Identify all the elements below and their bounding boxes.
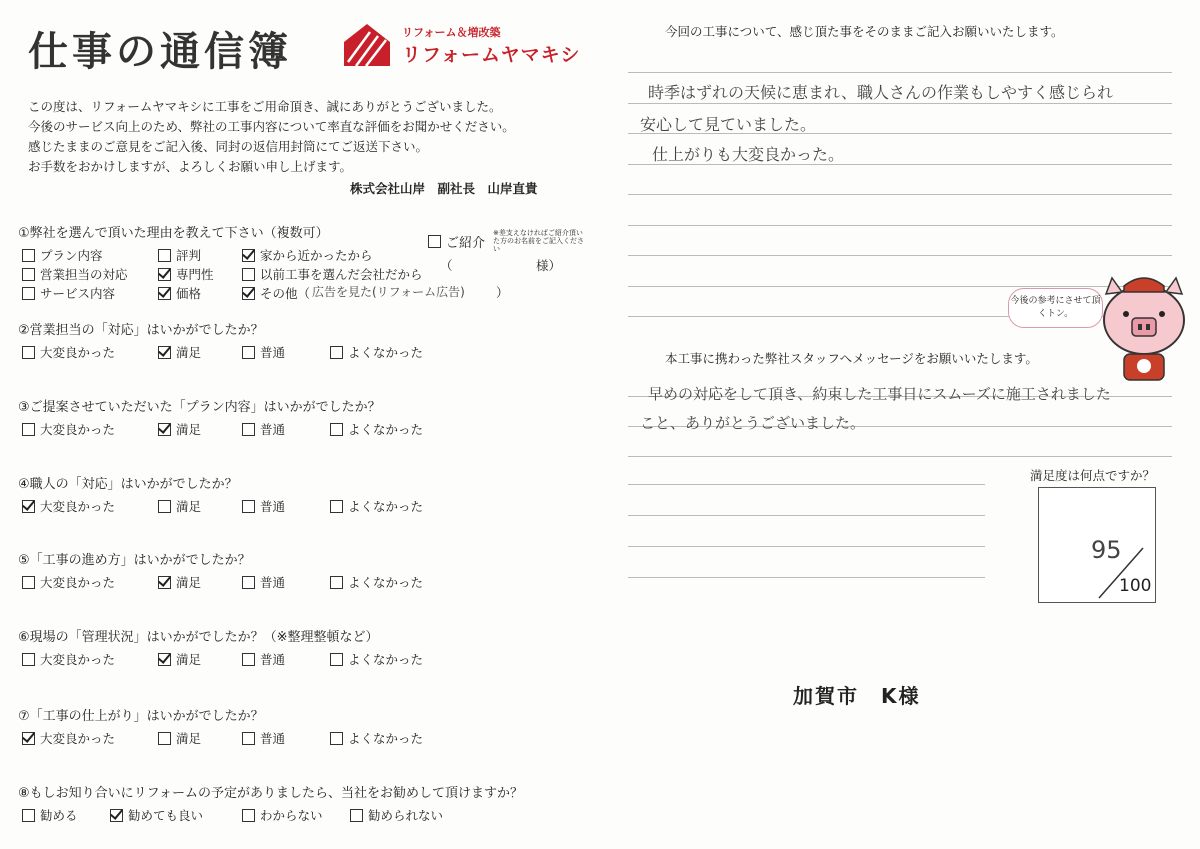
checkbox[interactable] [22, 423, 35, 436]
option-label: プラン内容 [40, 248, 103, 263]
rating-option[interactable] [330, 650, 423, 668]
checkbox[interactable] [158, 423, 171, 436]
rating-question: ④職人の「対応」はいかがでしたか？ [18, 477, 238, 492]
option-label: 満足 [176, 652, 202, 667]
referral-label: ご紹介 [446, 236, 486, 251]
intro-line: 今後のサービス向上のため、弊社の工事内容について率直な評価をお聞かせください。 [28, 119, 515, 134]
rating-option[interactable] [22, 343, 115, 361]
rating-question: ③ご提案させていただいた「プラン内容」はいかがでしたか？ [18, 400, 381, 415]
q8-option[interactable] [350, 806, 443, 824]
option-label: 価格 [176, 286, 202, 301]
option-label: 評判 [176, 248, 202, 263]
checkbox[interactable] [158, 500, 171, 513]
intro-line: 感じたままのご意見をご記入後、同封の返信用封筒にてご返送下さい。 [28, 139, 429, 154]
customer-name: 加賀市 K様 [793, 684, 921, 708]
option-label: 満足 [176, 345, 202, 360]
option-label: 普通 [260, 652, 286, 667]
logo-roof-icon [342, 22, 392, 68]
rating-option[interactable] [330, 729, 423, 747]
checkbox[interactable] [22, 500, 35, 513]
q1-option[interactable] [22, 265, 128, 283]
option-label: 大変良かった [40, 499, 116, 514]
q1-option[interactable] [158, 284, 201, 302]
option-label: 普通 [260, 499, 286, 514]
option-label: 以前工事を選んだ会社だから [260, 267, 423, 282]
q1-option[interactable] [158, 265, 214, 283]
rating-question: ②営業担当の「対応」はいかがでしたか？ [18, 323, 264, 338]
referral-note: ※差支えなければご紹介頂いた方のお名前をご記入ください [493, 229, 584, 253]
checkbox[interactable] [350, 809, 363, 822]
ruled-line [628, 484, 985, 485]
q8-option[interactable] [22, 806, 78, 824]
rating-option[interactable] [158, 729, 201, 747]
option-label: よくなかった [348, 652, 424, 667]
staff-message-line: こと、ありがとうございました。 [640, 414, 866, 432]
option-label: 勧める [40, 808, 78, 823]
option-label: よくなかった [348, 575, 424, 590]
q1-option[interactable] [22, 246, 103, 264]
ruled-line [628, 255, 1172, 256]
rating-option[interactable] [330, 420, 423, 438]
ruled-line [628, 515, 985, 516]
option-label: 大変良かった [40, 731, 116, 746]
rating-question: ⑦「工事の仕上がり」はいかがでしたか？ [18, 709, 264, 724]
score-box[interactable] [1038, 487, 1156, 603]
option-label: 営業担当の対応 [40, 267, 128, 282]
q1-option[interactable] [158, 246, 201, 264]
intro-line: お手数をおかけしますが、よろしくお願い申し上げます。 [28, 159, 353, 174]
rating-option[interactable] [330, 573, 423, 591]
option-label: 家から近かったから [260, 248, 373, 263]
impression-line: 安心して見ていました。 [640, 115, 817, 134]
checkbox[interactable] [330, 653, 343, 666]
checkbox[interactable] [158, 268, 171, 281]
rating-option[interactable] [330, 497, 423, 515]
rating-option[interactable] [242, 420, 285, 438]
ruled-line [628, 546, 985, 547]
rating-option[interactable] [22, 573, 115, 591]
score-max: 100 [1119, 576, 1152, 596]
checkbox[interactable] [330, 500, 343, 513]
q1-option[interactable] [242, 265, 423, 283]
option-label: 大変良かった [40, 345, 116, 360]
impression-line: 時季はずれの天候に恵まれ、職人さんの作業もしやすく感じられ [648, 83, 1113, 102]
option-label: 満足 [176, 499, 202, 514]
score-value: 95 [1091, 536, 1122, 564]
option-label: 専門性 [176, 267, 214, 282]
ruled-line [628, 286, 1172, 287]
checkbox[interactable] [158, 576, 171, 589]
option-label: わからない [260, 808, 323, 823]
rating-option[interactable] [158, 650, 201, 668]
checkbox[interactable] [330, 346, 343, 359]
q1-question: ①弊社を選んで頂いた理由を教えて下さい（複数可） [18, 226, 329, 241]
rating-option[interactable] [22, 650, 115, 668]
option-label: 満足 [176, 422, 202, 437]
option-label: 大変良かった [40, 422, 116, 437]
checkbox[interactable] [330, 576, 343, 589]
option-label: 満足 [176, 575, 202, 590]
impression-line: 仕上がりも大変良かった。 [652, 145, 845, 164]
checkbox[interactable] [330, 732, 343, 745]
rating-option[interactable] [330, 343, 423, 361]
checkbox[interactable] [22, 249, 35, 262]
checkbox[interactable] [22, 346, 35, 359]
rating-option[interactable] [158, 420, 201, 438]
ruled-line [628, 72, 1172, 73]
option-label: 普通 [260, 345, 286, 360]
option-label: よくなかった [348, 731, 424, 746]
checkbox[interactable] [158, 249, 171, 262]
checkbox[interactable] [22, 732, 35, 745]
checkbox[interactable] [242, 346, 255, 359]
checkbox[interactable] [242, 287, 255, 300]
ruled-line [628, 194, 1172, 195]
rating-option[interactable] [22, 497, 115, 515]
q1-option[interactable] [242, 246, 373, 264]
rating-option[interactable] [242, 729, 285, 747]
referral-suffix: 様） [536, 258, 562, 273]
option-label: よくなかった [348, 499, 424, 514]
option-label: 大変良かった [40, 652, 116, 667]
page-title: 仕事の通信簿 [28, 29, 292, 75]
other-reason-handwriting: 広告を見た(リフォーム広告) [312, 285, 465, 299]
option-label: よくなかった [348, 422, 424, 437]
score-label: 満足度は何点ですか？ [1030, 468, 1156, 483]
checkbox[interactable] [242, 268, 255, 281]
option-label: 勧められない [368, 808, 444, 823]
checkbox[interactable] [22, 809, 35, 822]
checkbox[interactable] [158, 346, 171, 359]
q8-option[interactable] [110, 806, 203, 824]
option-label: 大変良かった [40, 575, 116, 590]
staff-message-line: 早めの対応をして頂き、約束した工事日にスムーズに施工されました [648, 385, 1111, 403]
rating-option[interactable] [22, 729, 115, 747]
signature: 株式会社山岸 副社長 山岸直貴 [350, 181, 538, 196]
checkbox[interactable] [242, 576, 255, 589]
company-logo [342, 22, 580, 68]
pig-mascot-icon [1098, 272, 1190, 384]
q1-option[interactable] [242, 284, 310, 302]
mascot-speech-bubble: 今後の参考にさせて頂くトン。 [1008, 288, 1103, 328]
option-label: 勧めても良い [128, 808, 204, 823]
option-label: 普通 [260, 575, 286, 590]
checkbox[interactable] [22, 653, 35, 666]
staff-message-heading: 本工事に携わった弊社スタッフへメッセージをお願いいたします。 [665, 351, 1038, 366]
rating-option[interactable] [158, 573, 201, 591]
checkbox[interactable] [158, 732, 171, 745]
option-label: その他（ [260, 286, 311, 301]
other-close: ） [496, 285, 509, 300]
ruled-line [628, 577, 985, 578]
checkbox[interactable] [22, 268, 35, 281]
option-label: 満足 [176, 731, 202, 746]
checkbox[interactable] [22, 576, 35, 589]
rating-option[interactable] [242, 343, 285, 361]
checkbox[interactable] [158, 653, 171, 666]
checkbox[interactable] [242, 249, 255, 262]
option-label: 普通 [260, 422, 286, 437]
intro-text [28, 97, 588, 177]
checkbox[interactable] [242, 500, 255, 513]
checkbox[interactable] [22, 287, 35, 300]
rating-option[interactable] [242, 573, 285, 591]
logo-tagline: リフォーム＆増改築 [402, 25, 501, 39]
q8-option[interactable] [242, 806, 323, 824]
rating-option[interactable] [158, 343, 201, 361]
logo-name: リフォームヤマキシ [402, 43, 581, 66]
rating-question: ⑤「工事の進め方」はいかがでしたか？ [18, 553, 251, 568]
checkbox[interactable] [158, 287, 171, 300]
checkbox[interactable] [242, 423, 255, 436]
rating-option[interactable] [22, 420, 115, 438]
option-label: よくなかった [348, 345, 424, 360]
checkbox[interactable] [330, 423, 343, 436]
ruled-line [628, 225, 1172, 226]
referral-checkbox[interactable] [428, 235, 441, 248]
rating-question: ⑥現場の「管理状況」はいかがでしたか？（※整理整頓など） [18, 630, 379, 645]
checkbox[interactable] [110, 809, 123, 822]
referral-open: （ [440, 258, 453, 273]
option-label: 普通 [260, 731, 286, 746]
intro-line: この度は、リフォームヤマキシに工事をご用命頂き、誠にありがとうございました。 [28, 99, 502, 114]
q1-option[interactable] [22, 284, 115, 302]
referral-option[interactable] [428, 232, 485, 251]
rating-option[interactable] [242, 650, 285, 668]
rating-option[interactable] [158, 497, 201, 515]
ruled-line [628, 456, 1172, 457]
checkbox[interactable] [242, 653, 255, 666]
checkbox[interactable] [242, 809, 255, 822]
q8-question: ⑧もしお知り合いにリフォームの予定がありましたら、当社をお勧めして頂けますか？ [18, 786, 524, 801]
impression-heading: 今回の工事について、感じ頂た事をそのままご記入お願いいたします。 [665, 24, 1064, 39]
rating-option[interactable] [242, 497, 285, 515]
option-label: サービス内容 [40, 286, 116, 301]
checkbox[interactable] [242, 732, 255, 745]
